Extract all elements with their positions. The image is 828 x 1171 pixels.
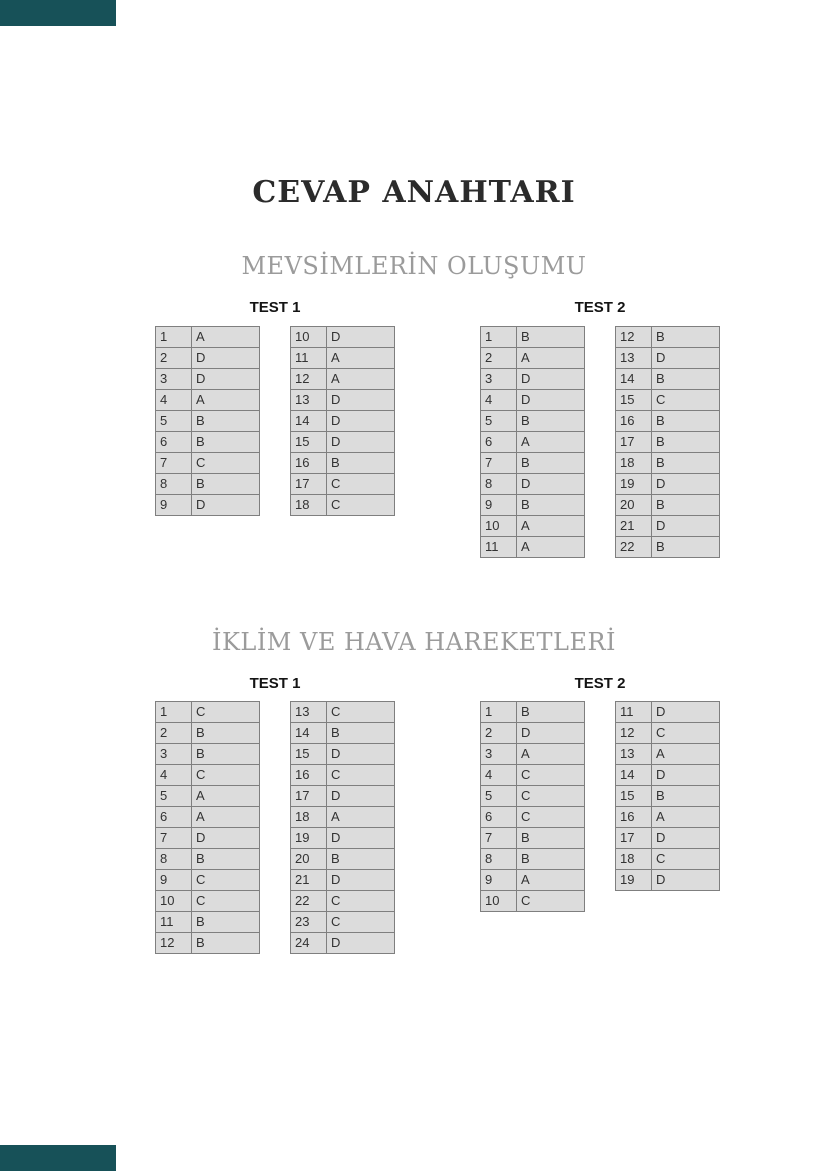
question-number: 18	[616, 849, 652, 870]
question-number: 12	[291, 368, 327, 389]
answer-letter: D	[327, 870, 395, 891]
answer-letter: D	[327, 326, 395, 347]
question-number: 3	[156, 744, 192, 765]
question-number: 21	[616, 515, 652, 536]
question-number: 4	[156, 765, 192, 786]
question-number: 10	[291, 326, 327, 347]
question-number: 1	[156, 326, 192, 347]
question-number: 17	[616, 431, 652, 452]
answer-letter: A	[652, 807, 720, 828]
question-number: 15	[616, 786, 652, 807]
answer-letter: A	[192, 807, 260, 828]
answer-letter: C	[192, 891, 260, 912]
question-number: 7	[481, 452, 517, 473]
answer-letter: A	[327, 807, 395, 828]
answer-letter: C	[652, 723, 720, 744]
question-number: 4	[481, 389, 517, 410]
answer-row	[156, 891, 260, 912]
answer-row	[291, 828, 395, 849]
answer-letter: D	[652, 765, 720, 786]
answer-table	[615, 326, 720, 558]
answer-row	[616, 347, 720, 368]
answer-letter: D	[327, 431, 395, 452]
question-number: 7	[481, 828, 517, 849]
answer-letter: B	[192, 744, 260, 765]
answer-row	[291, 473, 395, 494]
answer-letter: D	[327, 744, 395, 765]
answer-row	[616, 828, 720, 849]
question-number: 15	[291, 744, 327, 765]
answer-letter: A	[327, 347, 395, 368]
answer-letter: A	[517, 515, 585, 536]
answer-letter: D	[327, 933, 395, 954]
question-number: 10	[481, 515, 517, 536]
answer-row	[481, 473, 585, 494]
answer-row	[481, 891, 585, 912]
question-number: 4	[481, 765, 517, 786]
answer-letter: D	[192, 828, 260, 849]
answer-row	[156, 807, 260, 828]
answer-row	[291, 410, 395, 431]
answer-letter: B	[517, 828, 585, 849]
question-number: 6	[481, 807, 517, 828]
answer-row	[481, 849, 585, 870]
answer-letter: C	[327, 765, 395, 786]
question-number: 15	[291, 431, 327, 452]
answer-row	[156, 326, 260, 347]
answer-letter: D	[517, 473, 585, 494]
answer-letter: C	[327, 891, 395, 912]
answer-tables	[155, 701, 395, 954]
question-number: 4	[156, 389, 192, 410]
answer-letter: D	[652, 473, 720, 494]
section-heading: MEVSİMLERİN OLUŞUMU	[241, 252, 587, 280]
question-number: 14	[616, 368, 652, 389]
section-heading: İKLİM VE HAVA HAREKETLERİ	[211, 627, 617, 656]
question-number: 9	[156, 494, 192, 515]
question-number: 19	[291, 828, 327, 849]
answer-table	[155, 326, 260, 516]
answer-row	[481, 431, 585, 452]
question-number: 21	[291, 870, 327, 891]
answer-row	[291, 347, 395, 368]
question-number: 13	[616, 347, 652, 368]
question-number: 2	[156, 347, 192, 368]
answer-row	[481, 494, 585, 515]
question-number: 8	[481, 473, 517, 494]
answer-letter: B	[517, 702, 585, 723]
question-number: 1	[156, 702, 192, 723]
answer-row	[291, 368, 395, 389]
answer-row	[291, 452, 395, 473]
answer-letter: C	[517, 891, 585, 912]
answer-row	[291, 723, 395, 744]
answer-letter: B	[652, 536, 720, 557]
answer-row	[481, 389, 585, 410]
answer-letter: A	[327, 368, 395, 389]
question-number: 10	[156, 891, 192, 912]
answer-row	[481, 368, 585, 389]
answer-row	[156, 702, 260, 723]
answer-letter: D	[652, 828, 720, 849]
answer-letter: B	[192, 933, 260, 954]
question-number: 5	[156, 786, 192, 807]
answer-row	[481, 807, 585, 828]
question-number: 2	[156, 723, 192, 744]
answer-letter: C	[327, 912, 395, 933]
question-number: 22	[616, 536, 652, 557]
answer-row	[156, 473, 260, 494]
answer-letter: C	[517, 807, 585, 828]
question-number: 7	[156, 452, 192, 473]
answer-row	[156, 431, 260, 452]
question-number: 14	[291, 410, 327, 431]
answer-letter: A	[517, 431, 585, 452]
answer-row	[291, 744, 395, 765]
answer-row	[616, 723, 720, 744]
answer-row	[616, 410, 720, 431]
question-number: 10	[481, 891, 517, 912]
answer-letter: B	[652, 494, 720, 515]
page-title: CEVAP ANAHTARI	[252, 175, 576, 210]
answer-row	[481, 326, 585, 347]
answer-letter: D	[652, 702, 720, 723]
question-number: 16	[291, 765, 327, 786]
question-number: 11	[481, 536, 517, 557]
answer-letter: B	[652, 452, 720, 473]
answer-table	[290, 326, 395, 516]
answer-row	[481, 347, 585, 368]
question-number: 3	[156, 368, 192, 389]
answer-letter: A	[517, 870, 585, 891]
question-number: 12	[156, 933, 192, 954]
answer-row	[291, 326, 395, 347]
question-number: 14	[616, 765, 652, 786]
answer-row	[481, 786, 585, 807]
answer-letter: C	[327, 473, 395, 494]
answer-row	[291, 431, 395, 452]
question-number: 18	[616, 452, 652, 473]
answer-letter: D	[517, 368, 585, 389]
answer-letter: D	[192, 347, 260, 368]
section-mevsimlerin-olusumu	[0, 254, 828, 558]
answer-row	[156, 368, 260, 389]
answer-letter: C	[192, 765, 260, 786]
question-number: 2	[481, 723, 517, 744]
bottom-left-page-decoration	[0, 1145, 116, 1171]
question-number: 6	[156, 807, 192, 828]
question-number: 6	[156, 431, 192, 452]
answer-letter: B	[327, 452, 395, 473]
question-number: 18	[291, 807, 327, 828]
answer-letter: B	[327, 849, 395, 870]
question-number: 12	[616, 723, 652, 744]
answer-letter: B	[652, 326, 720, 347]
question-number: 5	[481, 410, 517, 431]
answer-row	[291, 786, 395, 807]
answer-row	[291, 933, 395, 954]
answer-row	[481, 744, 585, 765]
answer-letter: B	[517, 410, 585, 431]
test-block	[480, 300, 720, 558]
question-number: 13	[616, 744, 652, 765]
question-number: 22	[291, 891, 327, 912]
answer-row	[616, 473, 720, 494]
test-label: TEST 2	[574, 299, 626, 316]
answer-row	[616, 765, 720, 786]
answer-letter: B	[192, 912, 260, 933]
tests-row	[0, 676, 828, 955]
question-number: 9	[156, 870, 192, 891]
answer-row	[616, 807, 720, 828]
tests-row	[0, 300, 828, 558]
answer-table	[615, 701, 720, 891]
answer-row	[156, 870, 260, 891]
answer-letter: B	[517, 849, 585, 870]
answer-row	[291, 870, 395, 891]
question-number: 8	[481, 849, 517, 870]
question-number: 19	[616, 870, 652, 891]
answer-row	[616, 849, 720, 870]
answer-row	[616, 431, 720, 452]
question-number: 20	[616, 494, 652, 515]
question-number: 20	[291, 849, 327, 870]
answer-row	[616, 702, 720, 723]
answer-letter: D	[327, 389, 395, 410]
question-number: 3	[481, 368, 517, 389]
answer-row	[156, 452, 260, 473]
answer-row	[291, 389, 395, 410]
answer-row	[156, 744, 260, 765]
answer-letter: C	[327, 494, 395, 515]
answer-letter: C	[652, 389, 720, 410]
answer-letter: A	[192, 786, 260, 807]
question-number: 19	[616, 473, 652, 494]
question-number: 12	[616, 326, 652, 347]
answer-row	[291, 765, 395, 786]
answer-row	[616, 744, 720, 765]
answer-table	[290, 701, 395, 954]
answer-row	[616, 515, 720, 536]
answer-row	[156, 828, 260, 849]
answer-letter: D	[652, 347, 720, 368]
answer-letter: C	[517, 765, 585, 786]
answer-letter: C	[192, 870, 260, 891]
answer-letter: A	[517, 347, 585, 368]
answer-letter: C	[517, 786, 585, 807]
answer-row	[616, 870, 720, 891]
question-number: 5	[481, 786, 517, 807]
answer-row	[291, 849, 395, 870]
answer-row	[291, 494, 395, 515]
answer-row	[291, 891, 395, 912]
test-label: TEST 2	[574, 674, 626, 692]
question-number: 6	[481, 431, 517, 452]
answer-row	[481, 702, 585, 723]
answer-letter: A	[192, 389, 260, 410]
answer-row	[291, 912, 395, 933]
question-number: 7	[156, 828, 192, 849]
question-number: 9	[481, 870, 517, 891]
answer-letter: A	[652, 744, 720, 765]
question-number: 5	[156, 410, 192, 431]
answer-row	[291, 807, 395, 828]
question-number: 17	[291, 473, 327, 494]
section-iklim-ve-hava-hareketleri	[0, 627, 828, 955]
question-number: 24	[291, 933, 327, 954]
answer-row	[291, 702, 395, 723]
answer-letter: B	[652, 368, 720, 389]
answer-row	[156, 933, 260, 954]
answer-row	[616, 536, 720, 557]
question-number: 18	[291, 494, 327, 515]
answer-letter: D	[652, 870, 720, 891]
answer-row	[616, 786, 720, 807]
answer-row	[616, 368, 720, 389]
answer-letter: D	[327, 828, 395, 849]
question-number: 1	[481, 326, 517, 347]
answer-row	[481, 536, 585, 557]
answer-letter: B	[652, 431, 720, 452]
answer-letter: C	[192, 452, 260, 473]
question-number: 9	[481, 494, 517, 515]
question-number: 13	[291, 702, 327, 723]
answer-letter: B	[192, 473, 260, 494]
answer-row	[156, 389, 260, 410]
answer-table	[480, 701, 585, 912]
answer-letter: C	[192, 702, 260, 723]
answer-row	[156, 347, 260, 368]
answer-letter: B	[327, 723, 395, 744]
question-number: 3	[481, 744, 517, 765]
answer-row	[481, 870, 585, 891]
test-block	[155, 676, 395, 955]
answer-letter: D	[327, 410, 395, 431]
answer-row	[481, 723, 585, 744]
answer-row	[616, 326, 720, 347]
answer-tables	[155, 326, 395, 516]
answer-letter: B	[192, 410, 260, 431]
answer-letter: D	[327, 786, 395, 807]
answer-letter: A	[192, 326, 260, 347]
answer-letter: B	[192, 849, 260, 870]
question-number: 17	[291, 786, 327, 807]
test-label: TEST 1	[249, 674, 301, 692]
answer-letter: B	[652, 786, 720, 807]
answer-row	[156, 410, 260, 431]
question-number: 8	[156, 473, 192, 494]
answer-row	[481, 452, 585, 473]
answer-row	[156, 494, 260, 515]
question-number: 11	[616, 702, 652, 723]
question-number: 11	[156, 912, 192, 933]
question-number: 15	[616, 389, 652, 410]
answer-row	[616, 452, 720, 473]
answer-letter: B	[192, 431, 260, 452]
answer-tables	[480, 326, 720, 558]
answer-letter: B	[652, 410, 720, 431]
question-number: 13	[291, 389, 327, 410]
answer-letter: D	[517, 723, 585, 744]
answer-letter: A	[517, 536, 585, 557]
answer-row	[481, 765, 585, 786]
answer-letter: D	[192, 494, 260, 515]
question-number: 16	[616, 807, 652, 828]
answer-row	[156, 849, 260, 870]
question-number: 17	[616, 828, 652, 849]
answer-row	[156, 912, 260, 933]
answer-letter: B	[517, 494, 585, 515]
answer-letter: B	[517, 326, 585, 347]
question-number: 23	[291, 912, 327, 933]
answer-letter: C	[652, 849, 720, 870]
answer-tables	[480, 701, 720, 912]
test-label: TEST 1	[249, 299, 301, 316]
answer-letter: D	[652, 515, 720, 536]
test-block	[155, 300, 395, 516]
answer-letter: A	[517, 744, 585, 765]
question-number: 11	[291, 347, 327, 368]
answer-row	[481, 410, 585, 431]
top-left-page-decoration	[0, 0, 116, 26]
question-number: 16	[616, 410, 652, 431]
answer-letter: D	[192, 368, 260, 389]
answer-letter: D	[517, 389, 585, 410]
question-number: 8	[156, 849, 192, 870]
answer-letter: B	[192, 723, 260, 744]
answer-table	[480, 326, 585, 558]
test-block	[480, 676, 720, 913]
answer-row	[481, 515, 585, 536]
answer-row	[156, 765, 260, 786]
question-number: 16	[291, 452, 327, 473]
answer-letter: B	[517, 452, 585, 473]
answer-table	[155, 701, 260, 954]
answer-row	[156, 723, 260, 744]
question-number: 2	[481, 347, 517, 368]
answer-letter: C	[327, 702, 395, 723]
answer-row	[156, 786, 260, 807]
question-number: 1	[481, 702, 517, 723]
question-number: 14	[291, 723, 327, 744]
answer-row	[616, 389, 720, 410]
answer-row	[481, 828, 585, 849]
answer-row	[616, 494, 720, 515]
